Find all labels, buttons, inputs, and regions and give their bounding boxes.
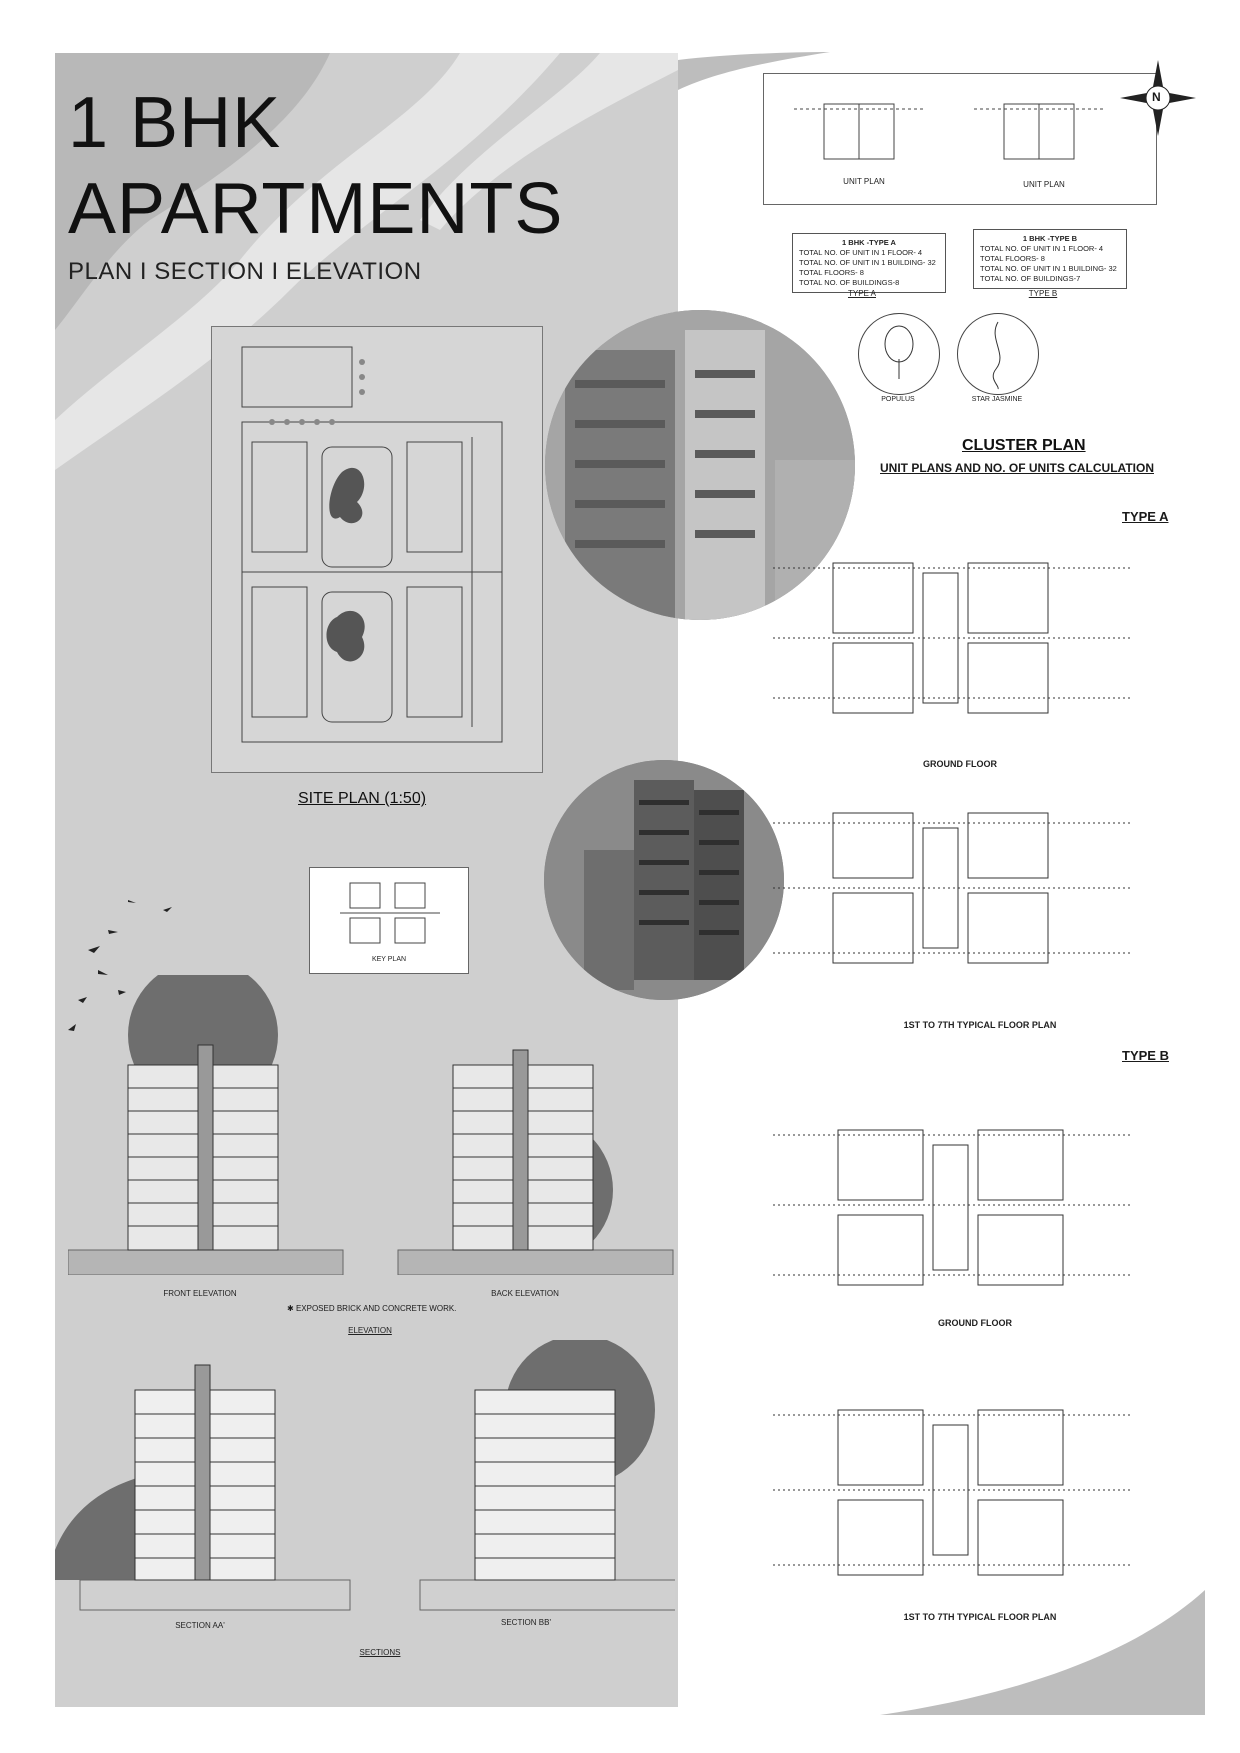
type-a-info-line: TOTAL FLOORS- 8: [799, 268, 864, 277]
star-jasmine-plant-circle: [957, 313, 1039, 395]
back-elevation-label: BACK ELEVATION: [491, 1289, 559, 1298]
elevation-group-label: ELEVATION: [348, 1326, 392, 1335]
sections-drawing: [55, 1340, 675, 1660]
type-a-info-line: TOTAL NO. OF UNIT IN 1 BUILDING- 32: [799, 258, 936, 267]
unit-plan-a-label: UNIT PLAN: [843, 177, 885, 186]
site-plan-label: SITE PLAN (1:50): [298, 790, 427, 807]
key-plan-frame: [309, 867, 469, 974]
elevations-drawing: [68, 975, 688, 1275]
north-compass: [1118, 58, 1198, 138]
type-b-typical-floor-label: 1ST TO 7TH TYPICAL FLOOR PLAN: [903, 1612, 1057, 1622]
cluster-plan-subheading: UNIT PLANS AND NO. OF UNITS CALCULATION: [880, 461, 1154, 475]
unit-plan-b-label: UNIT PLAN: [1023, 180, 1065, 189]
star-jasmine-label: STAR JASMINE: [971, 396, 1023, 403]
type-b-heading: TYPE B: [1122, 1048, 1169, 1063]
type-a-info-title: 1 BHK -TYPE A: [842, 238, 896, 247]
key-plan-drawing: [310, 868, 468, 956]
type-a-typical-floor-label: 1ST TO 7TH TYPICAL FLOOR PLAN: [903, 1020, 1057, 1030]
type-a-info-line: TOTAL NO. OF UNIT IN 1 FLOOR- 4: [799, 248, 923, 257]
asterisk-icon: ✱: [287, 1304, 296, 1313]
sections-group-label: SECTIONS: [359, 1648, 401, 1657]
type-b-info-line: TOTAL NO. OF UNIT IN 1 FLOOR- 4: [980, 244, 1104, 253]
section-aa-label: SECTION AA': [175, 1621, 225, 1630]
cluster-plan-heading: CLUSTER PLAN: [962, 437, 1086, 454]
elevation-note-text: EXPOSED BRICK AND CONCRETE WORK.: [295, 1304, 457, 1313]
type-b-info-title: 1 BHK -TYPE B: [1022, 234, 1078, 243]
type-a-ground-floor-plan: [773, 528, 1133, 753]
tree-icon: [859, 314, 939, 394]
front-elevation-label: FRONT ELEVATION: [163, 1289, 237, 1298]
page-title: [68, 80, 563, 252]
site-plan-frame: [211, 326, 543, 773]
building-photo-circle-2: [544, 760, 784, 1000]
populus-label: POPULUS: [881, 396, 915, 403]
type-a-typical-floor-plan: [773, 783, 1133, 993]
type-b-info-box: [973, 229, 1127, 289]
type-a-ground-floor-label: GROUND FLOOR: [923, 759, 997, 769]
type-b-info-line: TOTAL NO. OF BUILDINGS-7: [980, 274, 1081, 283]
type-a-heading: TYPE A: [1122, 509, 1169, 524]
section-bb-label: SECTION BB': [501, 1618, 551, 1627]
elevation-note: [287, 1304, 456, 1313]
vine-icon: [958, 314, 1038, 394]
populus-plant-circle: [858, 313, 940, 395]
unit-plans-frame: [763, 73, 1157, 205]
site-plan-drawing: [212, 327, 542, 772]
page-subtitle: PLAN I SECTION I ELEVATION: [68, 258, 422, 285]
type-b-typical-floor-plan: [773, 1365, 1133, 1600]
aerial-photo-illustration: [544, 760, 784, 1000]
title-line-2: APARTMENTS: [68, 169, 564, 249]
type-b-caption: TYPE B: [1028, 289, 1058, 298]
type-a-caption: TYPE A: [847, 289, 876, 298]
unit-plans-drawing: [764, 74, 1156, 184]
type-b-ground-floor-plan: [773, 1085, 1133, 1315]
type-b-info-line: TOTAL NO. OF UNIT IN 1 BUILDING- 32: [980, 264, 1117, 273]
title-line-1: 1 BHK: [68, 83, 282, 163]
type-b-info-line: TOTAL FLOORS- 8: [980, 254, 1045, 263]
compass-letter: N: [1152, 90, 1161, 104]
type-b-ground-floor-label: GROUND FLOOR: [938, 1318, 1012, 1328]
key-plan-label: KEY PLAN: [371, 956, 407, 963]
type-a-info-box: [792, 233, 946, 293]
type-a-info-line: TOTAL NO. OF BUILDINGS-8: [799, 278, 900, 287]
